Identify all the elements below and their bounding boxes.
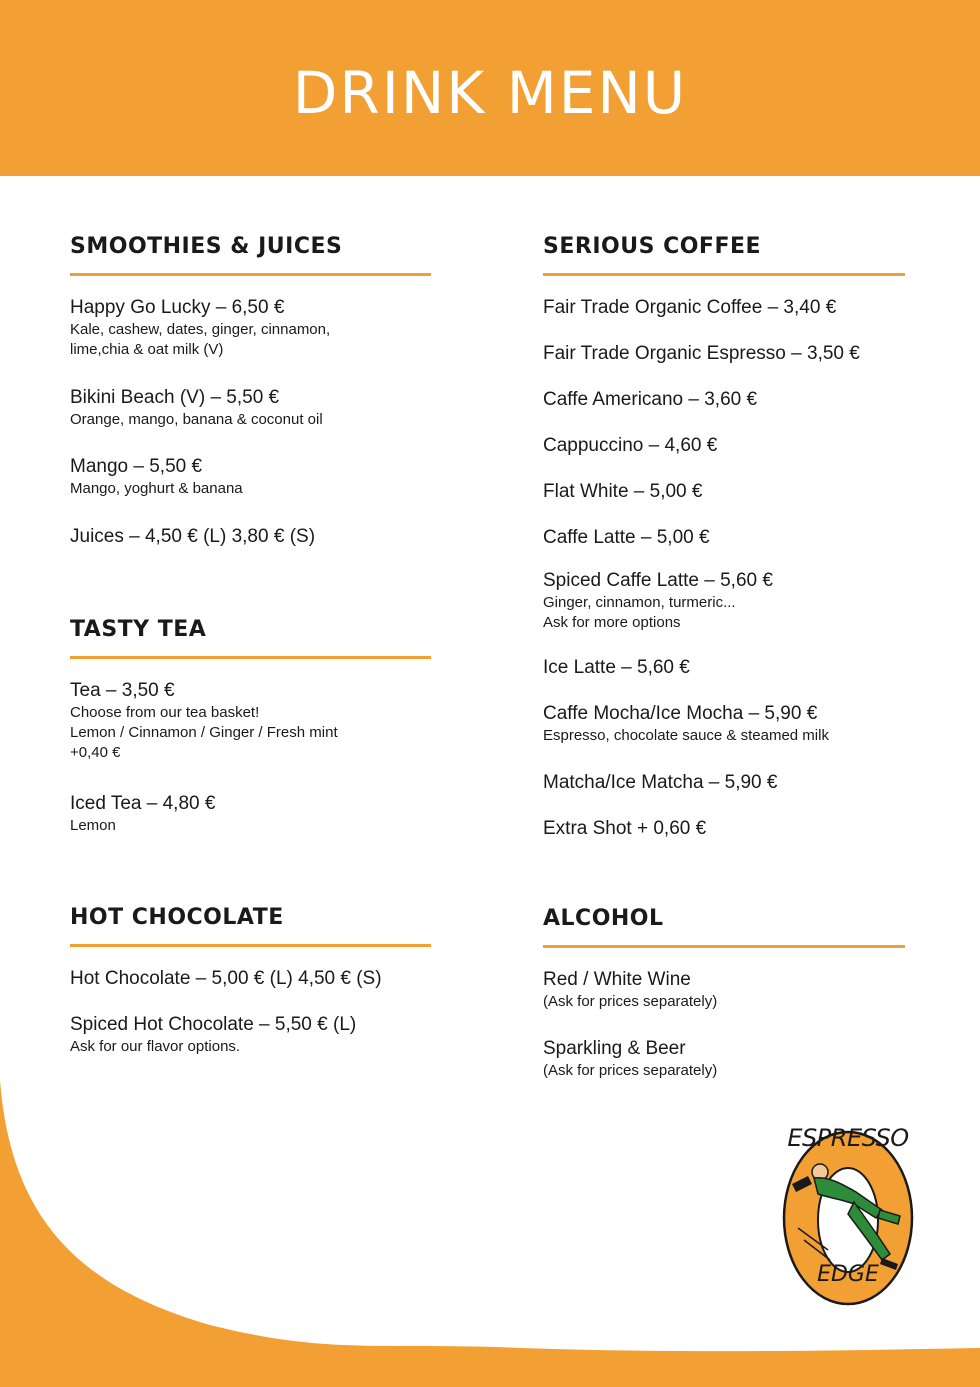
menu-item [543, 342, 860, 366]
menu-item [543, 817, 706, 841]
item-name: Cappuccino – 4,60 € [543, 435, 718, 456]
menu-item [543, 702, 829, 746]
section-divider [70, 944, 431, 947]
item-name: Flat White – 5,00 € [543, 481, 703, 502]
logo-top-text: ESPRESSO [787, 1124, 909, 1152]
menu-item [543, 526, 710, 550]
menu-item [70, 792, 215, 836]
menu-item [543, 1037, 717, 1081]
item-desc: Ginger, cinnamon, turmeric... [543, 594, 736, 611]
section-divider [70, 656, 431, 659]
item-name: Extra Shot + 0,60 € [543, 818, 707, 839]
section-title: ALCOHOL [543, 906, 664, 931]
menu-item [70, 1013, 356, 1057]
section-divider [543, 945, 905, 948]
menu-item [70, 525, 315, 549]
item-name: Caffe Mocha/Ice Mocha – 5,90 € [543, 703, 818, 724]
item-desc: lime,chia & oat milk (V) [70, 341, 224, 358]
item-desc: Ask for more options [543, 614, 681, 631]
item-name: Tea – 3,50 € [70, 680, 175, 701]
page-title: DRINK MENU [292, 59, 688, 127]
menu-item [543, 434, 717, 458]
menu-item [70, 386, 323, 430]
item-name: Fair Trade Organic Coffee – 3,40 € [543, 297, 837, 318]
menu-item [70, 296, 330, 360]
item-name: Spiced Hot Chocolate – 5,50 € (L) [70, 1014, 357, 1035]
item-desc: Kale, cashew, dates, ginger, cinnamon, [70, 321, 331, 338]
menu-item [543, 296, 836, 320]
section-divider [543, 273, 905, 276]
menu-item [543, 480, 702, 504]
item-name: Caffe Americano – 3,60 € [543, 389, 758, 410]
item-name: Juices – 4,50 € (L) 3,80 € (S) [70, 526, 316, 547]
item-name: Matcha/Ice Matcha – 5,90 € [543, 772, 778, 793]
menu-item [543, 569, 773, 633]
item-name: Red / White Wine [543, 969, 691, 990]
item-name: Iced Tea – 4,80 € [70, 793, 216, 814]
section-smoothies [70, 233, 431, 547]
section-title: TASTY TEA [70, 617, 207, 642]
section-alcohol [543, 905, 905, 1079]
item-desc: Espresso, chocolate sauce & steamed milk [543, 727, 829, 744]
item-name: Caffe Latte – 5,00 € [543, 527, 710, 548]
menu-item [543, 656, 690, 680]
item-desc: Lemon / Cinnamon / Ginger / Fresh mint [70, 724, 338, 741]
item-name: Spiced Caffe Latte – 5,60 € [543, 570, 773, 591]
item-desc: Choose from our tea basket! [70, 704, 260, 721]
section-title: HOT CHOCOLATE [70, 905, 284, 930]
section-title: SMOOTHIES & JUICES [70, 234, 343, 259]
item-name: Ice Latte – 5,60 € [543, 657, 690, 678]
item-desc: +0,40 € [70, 744, 121, 761]
section-divider [70, 273, 431, 276]
item-desc: Mango, yoghurt & banana [70, 480, 243, 497]
item-desc: (Ask for prices separately) [543, 1062, 718, 1079]
section-title: SERIOUS COFFEE [543, 234, 762, 259]
menu-item [70, 967, 382, 991]
logo-bottom-text: EDGE [817, 1262, 879, 1287]
menu-item [70, 455, 243, 499]
menu-item [543, 968, 717, 1012]
section-coffee [543, 233, 905, 839]
menu-item [543, 771, 777, 795]
section-hot-chocolate [70, 904, 431, 1055]
item-desc: Ask for our flavor options. [70, 1038, 241, 1055]
item-name: Mango – 5,50 € [70, 456, 203, 477]
header-banner [0, 0, 980, 176]
menu-item [70, 679, 338, 763]
item-name: Hot Chocolate – 5,00 € (L) 4,50 € (S) [70, 968, 382, 989]
item-name: Bikini Beach (V) – 5,50 € [70, 387, 280, 408]
section-tea [70, 616, 431, 834]
item-name: Happy Go Lucky – 6,50 € [70, 297, 285, 318]
espresso-edge-logo [778, 1118, 918, 1308]
item-desc: Orange, mango, banana & coconut oil [70, 411, 323, 428]
menu-item [543, 388, 757, 412]
item-name: Fair Trade Organic Espresso – 3,50 € [543, 343, 860, 364]
item-desc: (Ask for prices separately) [543, 993, 718, 1010]
item-desc: Lemon [70, 817, 116, 834]
item-name: Sparkling & Beer [543, 1038, 686, 1059]
